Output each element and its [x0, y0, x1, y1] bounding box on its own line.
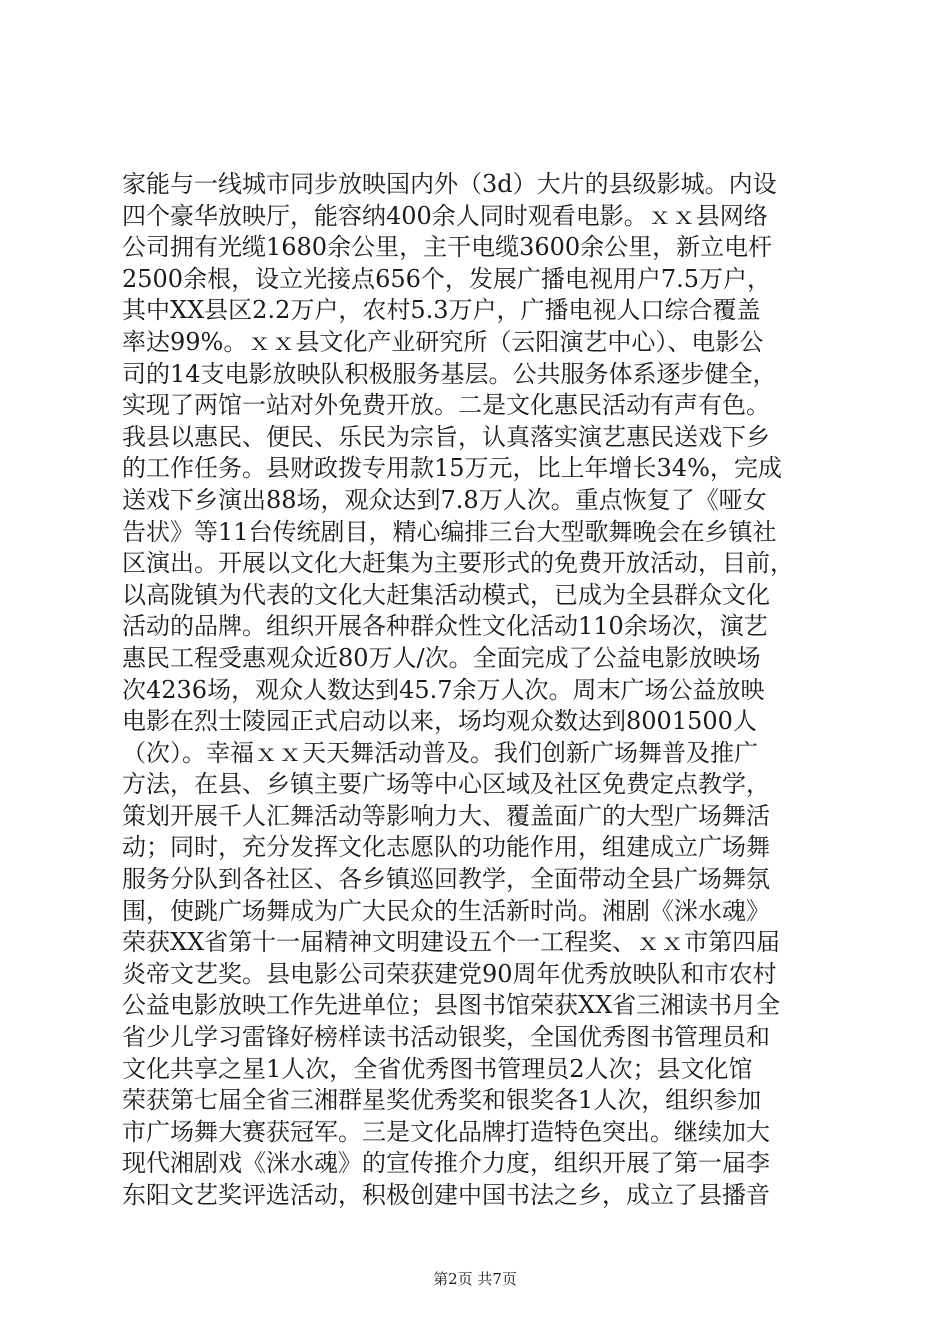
page-footer: 第2页 共7页	[433, 1270, 517, 1288]
text-line: 其中XX县区2.2万户，农村5.3万户，广播电视人口综合覆盖	[122, 296, 761, 325]
text-line: （次）。幸福ｘｘ天天舞活动普及。我们创新广场舞普及推广	[122, 738, 758, 767]
text-line: 东阳文艺奖评选活动，积极创建中国书法之乡，成立了县播音	[122, 1181, 770, 1209]
text-line: 惠民工程受惠观众近80万人/次。全面完成了公益电影放映场	[122, 643, 761, 672]
text-line: 荣获XX省第十一届精神文明建设五个一工程奖、ｘｘ市第四届	[122, 928, 781, 957]
text-line: 区演出。开展以文化大赶集为主要形式的免费开放活动，目前，	[122, 549, 794, 578]
text-line: 电影在烈士陵园正式启动以来，场均观众数达到8001500人	[122, 707, 757, 736]
text-line: 荣获第七届全省三湘群星奖优秀奖和银奖各1人次，组织参加	[122, 1086, 762, 1115]
text-line: 公司拥有光缆1680余公里，主干电缆3600余公里，新立电杆	[122, 233, 773, 262]
text-line: 活动的品牌。组织开展各种群众性文化活动110余场次，演艺	[122, 612, 768, 641]
text-line: 省少儿学习雷锋好榜样读书活动银奖，全国优秀图书管理员和	[122, 1023, 770, 1052]
text-line: 公益电影放映工作先进单位；县图书馆荣获XX省三湘读书月全	[122, 991, 781, 1020]
text-line: 方法，在县、乡镇主要广场等中心区域及社区免费定点教学，	[122, 770, 770, 799]
text-line: 炎帝文艺奖。县电影公司荣获建党90周年优秀放映队和市农村	[122, 959, 777, 988]
text-line: 家能与一线城市同步放映国内外（3d）大片的县级影城。内设	[122, 170, 777, 198]
text-line: 以高陇镇为代表的文化大赶集活动模式，已成为全县群众文化	[122, 580, 770, 609]
text-line: 的工作任务。县财政拨专用款15万元，比上年增长34%，完成	[122, 454, 782, 483]
text-line: 2500余根，设立光接点656个，发展广播电视用户7.5万户，	[122, 264, 772, 293]
body-paragraph	[122, 169, 842, 1212]
text-line: 送戏下乡演出88场，观众达到7.8万人次。重点恢复了《哑女	[122, 485, 767, 514]
text-line: 围，使跳广场舞成为广大民众的生活新时尚。湘剧《洣水魂》	[122, 896, 770, 925]
text-line: 动；同时，充分发挥文化志愿队的功能作用，组建成立广场舞	[122, 833, 770, 862]
text-line: 服务分队到各社区、各乡镇巡回教学，全面带动全县广场舞氛	[122, 865, 770, 894]
text-line: 实现了两馆一站对外免费开放。二是文化惠民活动有声有色。	[122, 391, 770, 420]
text-line: 我县以惠民、便民、乐民为宗旨，认真落实演艺惠民送戏下乡	[122, 422, 770, 451]
text-line: 告状》等11台传统剧目，精心编排三台大型歌舞晚会在乡镇社	[122, 517, 777, 546]
text-line: 现代湘剧戏《洣水魂》的宣传推介力度，组织开展了第一届李	[122, 1149, 770, 1178]
text-line: 次4236场，观众人数达到45.7余万人次。周末广场公益放映	[122, 675, 765, 704]
text-line: 四个豪华放映厅，能容纳400余人同时观看电影。ｘｘ县网络	[122, 201, 768, 230]
text-line: 司的14支电影放映队积极服务基层。公共服务体系逐步健全，	[122, 359, 777, 388]
text-line: 率达99%。ｘｘ县文化产业研究所（云阳演艺中心）、电影公	[122, 327, 764, 356]
text-line: 策划开展千人汇舞活动等影响力大、覆盖面广的大型广场舞活	[122, 801, 770, 830]
text-line: 市广场舞大赛获冠军。三是文化品牌打造特色突出。继续加大	[122, 1117, 770, 1146]
text-line: 文化共享之星1人次，全省优秀图书管理员2人次；县文化馆	[122, 1054, 753, 1083]
